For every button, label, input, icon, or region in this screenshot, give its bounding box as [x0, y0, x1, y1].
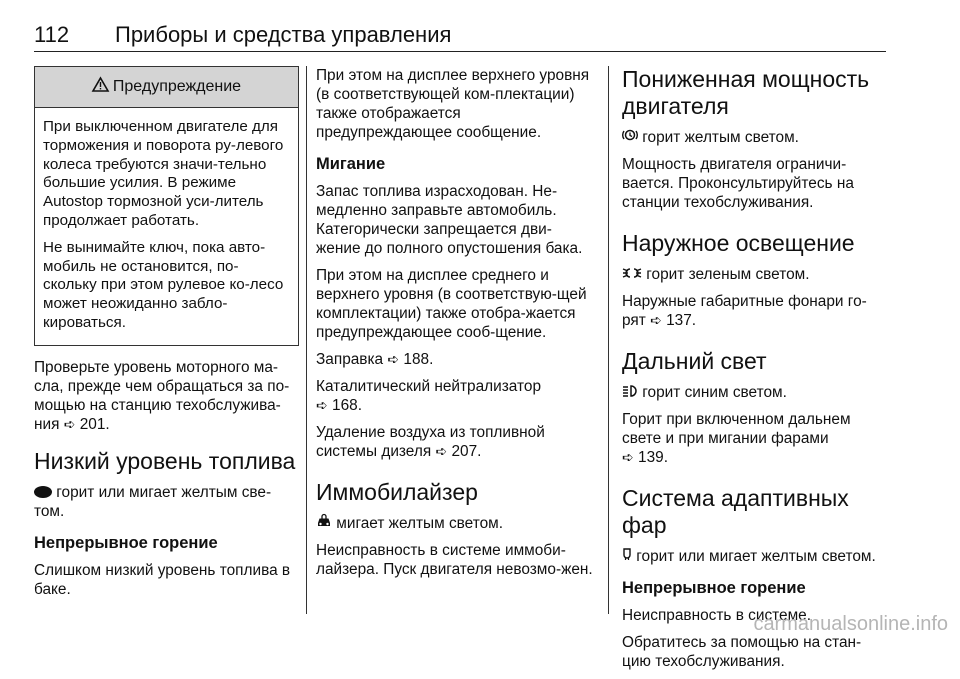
- adaptive-lights-status: горит или мигает желтым светом.: [622, 547, 887, 566]
- fuel-status: горит или мигает желтым све-том.: [34, 483, 272, 520]
- exterior-light-desc: Наружные габаритные фонари го-рят ➪ 137.: [622, 293, 867, 329]
- sub-heading: Непрерывное горение: [622, 579, 806, 597]
- page-ref-arrow: ➪: [63, 415, 76, 432]
- immobilizer-status: мигает желтым светом.: [316, 514, 596, 533]
- exterior-light-status: горит зеленым светом.: [622, 265, 887, 284]
- display-msg-text: При этом на дисплее верхнего уровня (в соответствующей ком-плектации) также отображается предупреждающее сообщение.: [316, 67, 590, 141]
- page-number: 112: [34, 22, 70, 47]
- warning-header: [35, 67, 298, 108]
- page-ref[interactable]: 137.: [666, 312, 697, 329]
- warning-title: Предупреждение: [112, 78, 242, 95]
- section-heading-immobilizer: Иммобилайзер: [316, 479, 478, 505]
- page-title: Приборы и средства управления: [115, 22, 452, 47]
- section-heading-adaptive-lights: Система адаптивных фар: [622, 485, 849, 538]
- watermark: carmanualsonline.info: [753, 613, 948, 635]
- high-beam-status: горит синим светом.: [622, 383, 887, 402]
- page-ref[interactable]: 207.: [451, 443, 482, 460]
- warning-box: [34, 66, 299, 346]
- page-ref[interactable]: 201.: [79, 415, 110, 433]
- sub-heading-blink: Мигание: [316, 155, 386, 173]
- column-1: [34, 66, 299, 607]
- high-beam-icon: [622, 384, 642, 401]
- section-heading-reduced-power: Пониженная мощность двигателя: [622, 66, 870, 119]
- reduced-power-status: горит желтым светом.: [622, 128, 887, 147]
- section-heading-exterior-light: Наружное освещение: [622, 230, 855, 256]
- adaptive-desc: Неисправность в системе.: [622, 607, 811, 624]
- section-heading-high-beam: Дальний свет: [622, 348, 767, 374]
- adaptive-desc: Обратитесь за помощью на стан-цию техобслуживания.: [622, 634, 862, 670]
- engine-power-icon: [622, 129, 642, 146]
- oil-check-text: Проверьте уровень моторного ма-сла, прежде чем обращаться за по-мощью на станцию техобслужива-ния ➪ 201.: [34, 358, 290, 433]
- warning-text: При выключенном двигателе для торможения и поворота ру-левого колеса требуются значи-тельно большие усилия. В режиме Autostop тормозной уси-литель продолжает работать.: [43, 118, 284, 229]
- adaptive-headlight-icon: [622, 548, 636, 565]
- exterior-light-icon: [622, 266, 646, 283]
- page-ref[interactable]: 168.: [332, 397, 362, 414]
- warning-text: Не вынимайте ключ, пока авто-мобиль не остановится, по-скольку при этом рулевое ко-лесо может неожиданно забло-кироваться.: [43, 238, 284, 331]
- blink-text: Запас топлива израсходован. Не-медленно заправьте автомобиль. Категорически запрещается дви-жение до полного опустошения бака.: [316, 183, 583, 257]
- refuel-ref: Заправка ➪ 188.: [316, 351, 434, 368]
- warning-body: [35, 108, 298, 345]
- fuel-dot-icon: [34, 486, 52, 498]
- immobilizer-desc: Неисправность в системе иммоби-лайзера. Пуск двигателя невозмо-жен.: [316, 542, 593, 578]
- page-header: [34, 16, 886, 52]
- sub-heading: Непрерывное горение: [34, 533, 218, 552]
- page-ref[interactable]: 188.: [403, 351, 434, 368]
- section-heading-fuel: Низкий уровень топлива: [34, 447, 296, 474]
- air-bleed-ref: Удаление воздуха из топливной системы дизеля ➪ 207.: [316, 424, 545, 460]
- column-divider: [306, 66, 307, 614]
- immobilizer-car-icon: [316, 515, 336, 532]
- blink-text: При этом на дисплее среднего и верхнего уровня (в соответствую-щей комплектации) также отобра-жается предупреждающее сооб-щение.: [316, 267, 587, 341]
- reduced-power-desc: Мощность двигателя ограничи-вается. Проконсультируйтесь на станции техобслуживания.: [622, 156, 854, 211]
- column-3: [622, 66, 887, 679]
- column-2: [316, 66, 596, 587]
- fuel-desc: Слишком низкий уровень топлива в баке.: [34, 561, 291, 598]
- column-divider: [608, 66, 609, 614]
- page-ref[interactable]: 139.: [638, 449, 668, 466]
- catalyst-ref: Каталитический нейтрализатор ➪ 168.: [316, 378, 541, 414]
- high-beam-desc: Горит при включенном дальнем свете и при мигании фарами ➪ 139.: [622, 411, 851, 466]
- warning-triangle-icon: [92, 77, 109, 97]
